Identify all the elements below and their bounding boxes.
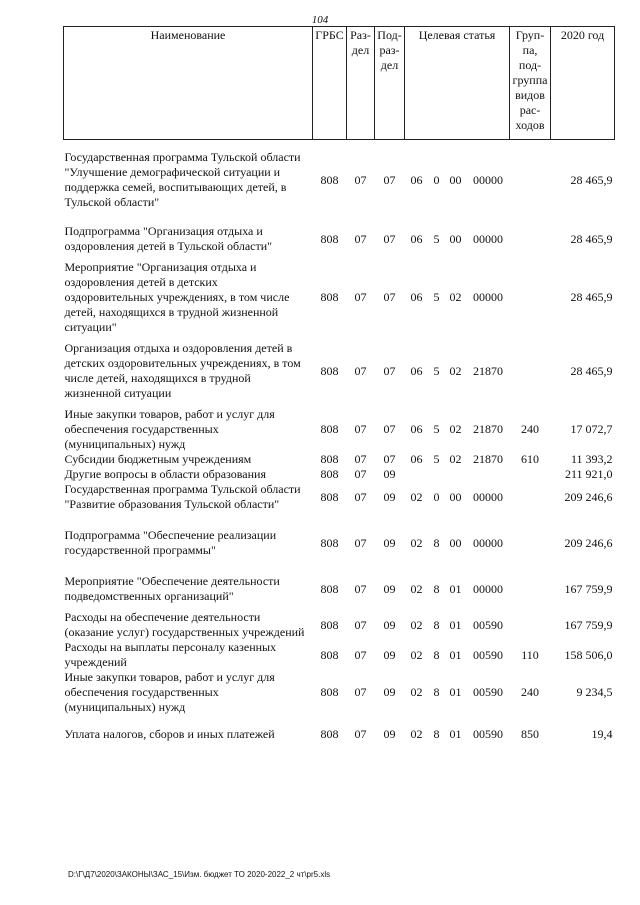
- row-target-subprogram-cell: 5: [433, 290, 440, 304]
- row-podrazdel-cell: 07: [383, 290, 396, 304]
- row-name-cell: Субсидии бюджетным учреждениям: [64, 452, 252, 466]
- row-amount-cell: 209 246,6: [564, 489, 613, 504]
- row-target-event-cell: 00: [449, 535, 462, 550]
- row-razdel-cell: 07: [354, 363, 367, 378]
- header-podrazdel: Под-раз-дел: [375, 27, 405, 140]
- row-expense-group-cell: [510, 482, 551, 512]
- table-row: [64, 341, 615, 401]
- row-name-cell: Мероприятие "Обеспечение деятельности подведомственных организаций": [64, 574, 280, 603]
- row-target-program-cell: 06: [410, 290, 423, 304]
- row-amount-cell: 11 393,2: [570, 452, 613, 466]
- row-target-direction-cell: 00000: [473, 581, 503, 596]
- row-target-event-cell: 02: [449, 363, 462, 378]
- row-expense-group-cell: [510, 610, 551, 640]
- row-target-program-cell: 02: [410, 489, 423, 504]
- row-target-direction-cell: 21870: [473, 422, 503, 436]
- row-target-program-cell: 06: [410, 172, 423, 187]
- page-number: 104: [311, 14, 329, 26]
- row-amount-cell: 17 072,7: [570, 422, 613, 436]
- row-razdel-cell: 07: [354, 581, 367, 596]
- row-name-cell: Другие вопросы в области образования: [64, 467, 266, 481]
- row-podrazdel-cell: 09: [383, 647, 396, 662]
- row-name-cell: Расходы на обеспечение деятельности (оказание услуг) государственных учреждений: [64, 610, 305, 639]
- row-spacer: [64, 140, 615, 151]
- row-name-cell: Государственная программа Тульской области "Улучшение демографической ситуации и поддержка семей, воспитывающих детей, в Тульской области": [64, 150, 301, 209]
- row-expense-group-cell: 240: [521, 685, 540, 699]
- table-row: [64, 452, 615, 467]
- row-podrazdel-cell: 09: [383, 617, 396, 632]
- row-expense-group-cell: 850: [521, 727, 540, 741]
- row-razdel-cell: 07: [354, 685, 367, 699]
- row-target-direction-cell: 00000: [473, 231, 503, 246]
- row-target-program-cell: 06: [410, 363, 423, 378]
- row-target-direction-cell: 00000: [473, 489, 503, 504]
- row-amount-cell: 209 246,6: [564, 535, 613, 550]
- row-razdel-cell: 07: [354, 467, 367, 481]
- row-target-program-cell: [405, 467, 429, 482]
- row-grbs-cell: 808: [320, 290, 339, 304]
- row-spacer: [64, 715, 615, 727]
- row-grbs-cell: 808: [320, 647, 339, 662]
- row-expense-group-cell: [510, 224, 551, 254]
- row-podrazdel-cell: 09: [383, 727, 396, 741]
- row-target-subprogram-cell: 8: [433, 535, 440, 550]
- row-razdel-cell: 07: [354, 727, 367, 741]
- row-podrazdel-cell: 07: [383, 363, 396, 378]
- row-target-event-cell: 01: [449, 685, 462, 699]
- row-razdel-cell: 07: [354, 617, 367, 632]
- row-target-subprogram-cell: 8: [433, 617, 440, 632]
- row-grbs-cell: 808: [320, 363, 339, 378]
- row-razdel-cell: 07: [354, 422, 367, 436]
- row-target-direction-cell: 00000: [473, 535, 503, 550]
- row-target-subprogram-cell: 5: [433, 422, 440, 436]
- header-year-2020: 2020 год: [551, 27, 615, 140]
- table-row: [64, 150, 615, 210]
- table-row: [64, 528, 615, 558]
- row-amount-cell: 9 234,5: [576, 685, 613, 699]
- row-grbs-cell: 808: [320, 489, 339, 504]
- row-amount-cell: 158 506,0: [564, 647, 613, 662]
- row-spacer: [64, 558, 615, 574]
- row-razdel-cell: 07: [354, 172, 367, 187]
- header-name: Наименование: [64, 27, 313, 140]
- table-row: [64, 640, 615, 670]
- row-razdel-cell: 07: [354, 231, 367, 246]
- row-target-event-cell: 00: [449, 489, 462, 504]
- row-grbs-cell: 808: [320, 617, 339, 632]
- row-grbs-cell: 808: [320, 581, 339, 596]
- row-target-program-cell: 02: [410, 535, 423, 550]
- row-expense-group-cell: [510, 260, 551, 335]
- row-target-program-cell: 06: [410, 452, 423, 466]
- row-amount-cell: 211 921,0: [564, 467, 613, 481]
- row-expense-group-cell: 240: [521, 422, 540, 436]
- budget-table: [63, 26, 615, 742]
- row-target-direction-cell: 21870: [473, 363, 503, 378]
- row-target-subprogram-cell: 5: [433, 452, 440, 466]
- row-name-cell: Мероприятие "Организация отдыха и оздоровления детей в детских оздоровительных учреждениях, в том числе детей, находящихся в трудной жизненной ситуации": [64, 260, 290, 334]
- row-podrazdel-cell: 09: [383, 467, 396, 481]
- row-target-event-cell: 01: [449, 581, 462, 596]
- row-expense-group-cell: [510, 528, 551, 558]
- row-podrazdel-cell: 07: [383, 231, 396, 246]
- table-row: [64, 407, 615, 452]
- row-podrazdel-cell: 07: [383, 452, 396, 466]
- row-target-event-cell: 02: [449, 422, 462, 436]
- row-podrazdel-cell: 07: [383, 172, 396, 187]
- row-razdel-cell: 07: [354, 489, 367, 504]
- row-name-cell: Иные закупки товаров, работ и услуг для обеспечения государственных (муниципальных) нужд: [64, 407, 275, 451]
- row-target-event-cell: 01: [449, 647, 462, 662]
- row-amount-cell: 167 759,9: [564, 617, 613, 632]
- row-target-program-cell: 02: [410, 617, 423, 632]
- row-target-program-cell: 06: [410, 422, 423, 436]
- row-target-subprogram-cell: 8: [433, 685, 440, 699]
- row-name-cell: Подпрограмма "Обеспечение реализации государственной программы": [64, 528, 277, 557]
- row-amount-cell: 167 759,9: [564, 581, 613, 596]
- table-body: [64, 140, 615, 743]
- row-razdel-cell: 07: [354, 535, 367, 550]
- row-target-direction-cell: [467, 467, 510, 482]
- table-header-row: [64, 27, 615, 140]
- table-row: [64, 670, 615, 715]
- row-grbs-cell: 808: [320, 422, 339, 436]
- spacer-cell: [64, 512, 615, 528]
- row-target-program-cell: 02: [410, 685, 423, 699]
- row-target-event-cell: 01: [449, 727, 462, 741]
- row-expense-group-cell: [510, 467, 551, 482]
- header-target-article: Целевая статья: [405, 27, 510, 140]
- header-razdel: Раз-дел: [347, 27, 375, 140]
- row-podrazdel-cell: 09: [383, 581, 396, 596]
- row-target-direction-cell: 00590: [473, 647, 503, 662]
- row-grbs-cell: 808: [320, 172, 339, 187]
- row-amount-cell: 28 465,9: [570, 172, 613, 187]
- row-target-event-cell: 01: [449, 617, 462, 632]
- file-path-footer: D:\Г\Д7\2020\ЗАКОНЫ\ЗАС_15\Изм. бюджет ТО 2020-2022_2 чт\pr5.xls: [68, 870, 331, 879]
- row-target-subprogram-cell: [429, 467, 445, 482]
- row-amount-cell: 28 465,9: [570, 290, 613, 304]
- row-expense-group-cell: 610: [521, 452, 540, 466]
- row-name-cell: Подпрограмма "Организация отдыха и оздоровления детей в Тульской области": [64, 224, 273, 253]
- row-name-cell: Расходы на выплаты персоналу казенных учреждений: [64, 640, 277, 669]
- row-target-direction-cell: 00590: [473, 727, 503, 741]
- table-row: [64, 224, 615, 254]
- row-grbs-cell: 808: [320, 685, 339, 699]
- row-target-subprogram-cell: 8: [433, 647, 440, 662]
- spacer-cell: [64, 558, 615, 574]
- row-razdel-cell: 07: [354, 290, 367, 304]
- row-target-subprogram-cell: 8: [433, 727, 440, 741]
- row-expense-group-cell: [510, 341, 551, 401]
- row-target-event-cell: [445, 467, 467, 482]
- row-name-cell: Иные закупки товаров, работ и услуг для обеспечения государственных (муниципальных) нужд: [64, 670, 275, 714]
- row-target-program-cell: 02: [410, 647, 423, 662]
- row-target-subprogram-cell: 8: [433, 581, 440, 596]
- row-target-program-cell: 06: [410, 231, 423, 246]
- row-expense-group-cell: [510, 150, 551, 210]
- row-razdel-cell: 07: [354, 647, 367, 662]
- row-spacer: [64, 512, 615, 528]
- row-amount-cell: 28 465,9: [570, 363, 613, 378]
- header-grbs: ГРБС: [313, 27, 347, 140]
- row-target-program-cell: 02: [410, 727, 423, 741]
- row-target-subprogram-cell: 0: [433, 489, 440, 504]
- row-target-program-cell: 02: [410, 581, 423, 596]
- row-grbs-cell: 808: [320, 535, 339, 550]
- row-expense-group-cell: 110: [521, 647, 539, 662]
- row-target-event-cell: 02: [449, 452, 462, 466]
- row-target-direction-cell: 21870: [473, 452, 503, 466]
- row-target-direction-cell: 00590: [473, 685, 503, 699]
- row-spacer: [64, 210, 615, 224]
- row-target-direction-cell: 00590: [473, 617, 503, 632]
- spacer-cell: [64, 715, 615, 727]
- row-razdel-cell: 07: [354, 452, 367, 466]
- row-target-subprogram-cell: 0: [433, 172, 440, 187]
- table-row: [64, 610, 615, 640]
- table-row: [64, 727, 615, 742]
- row-grbs-cell: 808: [320, 727, 339, 741]
- row-target-subprogram-cell: 5: [433, 363, 440, 378]
- row-podrazdel-cell: 09: [383, 535, 396, 550]
- table-row: [64, 467, 615, 482]
- row-expense-group-cell: [510, 574, 551, 604]
- spacer-cell: [64, 140, 615, 151]
- row-name-cell: Государственная программа Тульской области "Развитие образования Тульской области": [64, 482, 301, 511]
- header-expense-group: Груп-па, под-группа видов рас-ходов: [510, 27, 551, 140]
- table-row: [64, 482, 615, 512]
- row-podrazdel-cell: 09: [383, 685, 396, 699]
- row-name-cell: Организация отдыха и оздоровления детей в детских оздоровительных учреждениях, в том числе детей, находящихся в трудной жизненной ситуации: [64, 341, 301, 400]
- spacer-cell: [64, 210, 615, 224]
- table-row: [64, 574, 615, 604]
- row-amount-cell: 28 465,9: [570, 231, 613, 246]
- row-target-direction-cell: 00000: [473, 290, 503, 304]
- row-grbs-cell: 808: [320, 467, 339, 481]
- row-podrazdel-cell: 07: [383, 422, 396, 436]
- row-target-subprogram-cell: 5: [433, 231, 440, 246]
- row-target-event-cell: 02: [449, 290, 462, 304]
- row-target-event-cell: 00: [449, 172, 462, 187]
- row-target-event-cell: 00: [449, 231, 462, 246]
- row-amount-cell: 19,4: [591, 727, 613, 741]
- row-podrazdel-cell: 09: [383, 489, 396, 504]
- row-grbs-cell: 808: [320, 231, 339, 246]
- row-name-cell: Уплата налогов, сборов и иных платежей: [64, 727, 275, 741]
- table-row: [64, 260, 615, 335]
- row-grbs-cell: 808: [320, 452, 339, 466]
- row-target-direction-cell: 00000: [473, 172, 503, 187]
